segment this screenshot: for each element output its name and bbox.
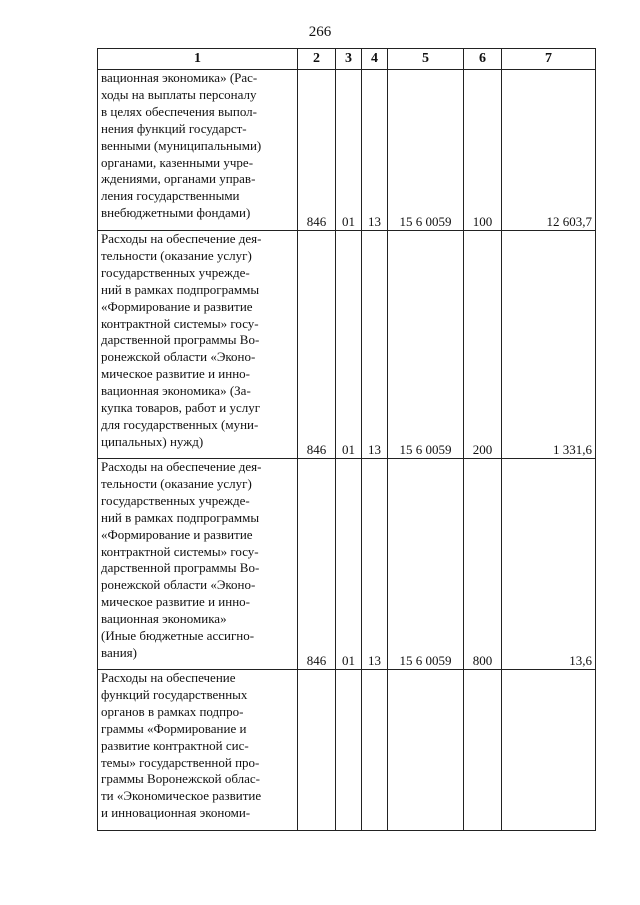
budget-table — [97, 48, 596, 831]
row-subsection-code — [362, 670, 388, 831]
row-amount — [502, 670, 596, 831]
row-ministry-code: 846 — [298, 70, 336, 231]
row-amount: 12 603,7 — [502, 70, 596, 231]
row-section-code: 01 — [336, 231, 362, 459]
row-subsection-code: 13 — [362, 70, 388, 231]
row-expense-type: 800 — [464, 459, 502, 670]
header-col-5: 5 — [388, 49, 464, 70]
table-row — [98, 459, 596, 670]
table-body — [98, 70, 596, 831]
header-col-6: 6 — [464, 49, 502, 70]
row-amount: 13,6 — [502, 459, 596, 670]
row-target-article: 15 6 0059 — [388, 231, 464, 459]
header-col-4: 4 — [362, 49, 388, 70]
row-description: Расходы на обеспечение дея- тельности (оказание услуг) государственных учрежде- ний в рамках подпрограммы «Формирование и развитие контрактной системы» госу- дарственной программы Во- ронежской области «Эконо- мическое развитие и инно- вационная экономика» (Иные бюджетные ассигно- вания) — [98, 459, 298, 670]
row-amount: 1 331,6 — [502, 231, 596, 459]
header-col-3: 3 — [336, 49, 362, 70]
row-ministry-code: 846 — [298, 231, 336, 459]
header-col-1: 1 — [98, 49, 298, 70]
table-row — [98, 670, 596, 831]
row-target-article — [388, 670, 464, 831]
row-description: Расходы на обеспечение функций государственных органов в рамках подпро- граммы «Формирование и развитие контрактной сис- темы» государственной про- граммы Воронежской облас- ти «Экономическое развитие и инновационная экономи- — [98, 670, 298, 831]
row-section-code: 01 — [336, 70, 362, 231]
row-ministry-code — [298, 670, 336, 831]
row-description: Расходы на обеспечение дея- тельности (оказание услуг) государственных учрежде- ний в рамках подпрограммы «Формирование и развитие контрактной системы» госу- дарственной программы Во- ронежской области «Эконо- мическое развитие и инно- вационная экономика» (За- купка товаров, работ и услуг для государственных (муни- ципальных) нужд) — [98, 231, 298, 459]
header-col-7: 7 — [502, 49, 596, 70]
row-target-article: 15 6 0059 — [388, 459, 464, 670]
row-section-code — [336, 670, 362, 831]
row-subsection-code: 13 — [362, 231, 388, 459]
table-row — [98, 70, 596, 231]
row-section-code: 01 — [336, 459, 362, 670]
row-description: вационная экономика» (Рас- ходы на выплаты персоналу в целях обеспечения выпол- нения функций государст- венными (муниципальными) органами, казенными учре- ждениями, органами управ- ления государственными внебюджетными фондами) — [98, 70, 298, 231]
row-ministry-code: 846 — [298, 459, 336, 670]
row-expense-type: 200 — [464, 231, 502, 459]
row-target-article: 15 6 0059 — [388, 70, 464, 231]
row-expense-type — [464, 670, 502, 831]
table-row — [98, 231, 596, 459]
row-subsection-code: 13 — [362, 459, 388, 670]
row-expense-type: 100 — [464, 70, 502, 231]
header-row — [98, 49, 596, 70]
page-number: 266 — [308, 24, 332, 40]
table-header — [98, 49, 596, 70]
header-col-2: 2 — [298, 49, 336, 70]
